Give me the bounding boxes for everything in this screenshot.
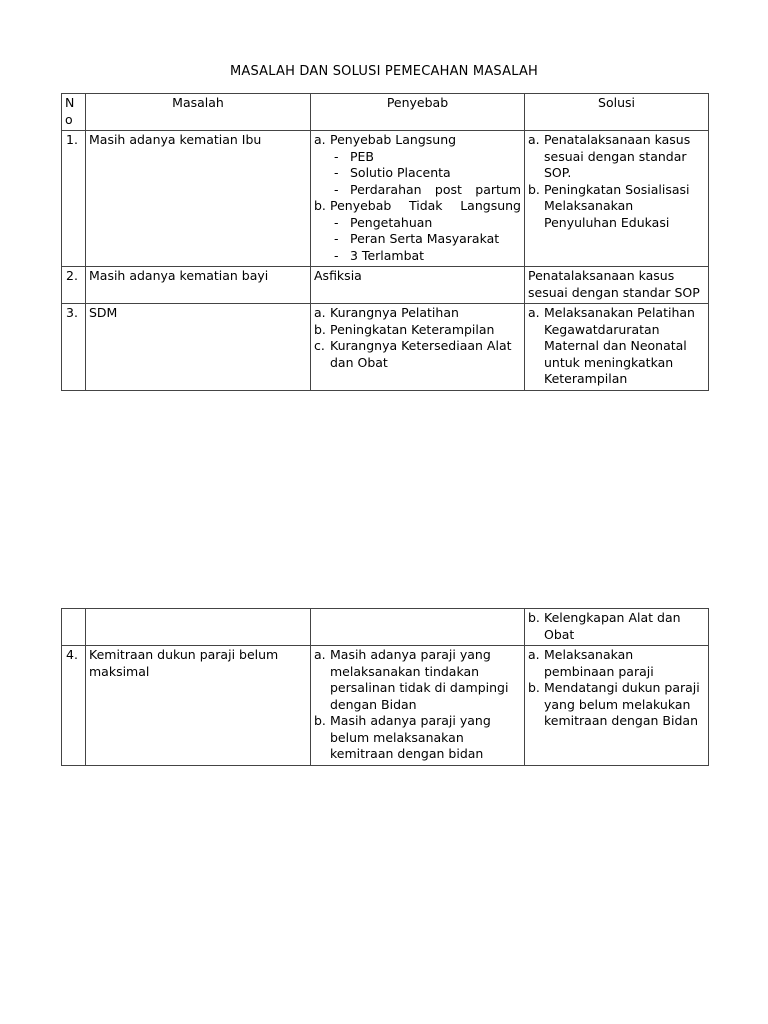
list-marker: b.: [528, 610, 540, 625]
list-item-text: Perdarahan post partum: [350, 181, 521, 197]
table-row-continuation: [62, 609, 709, 646]
row-masalah: Masih adanya kematian Ibu: [86, 131, 311, 267]
list-item: [314, 338, 521, 371]
problem-solution-table: [61, 93, 709, 391]
list-marker: b.: [528, 680, 540, 695]
dash-marker: -: [334, 181, 339, 197]
list-item: [528, 132, 705, 182]
list-item: [528, 680, 705, 730]
list-marker: a.: [314, 305, 326, 320]
list-marker: c.: [314, 338, 325, 353]
row-penyebab: [311, 646, 525, 766]
list-item-text: 3 Terlambat: [350, 247, 425, 263]
row-masalah: [86, 609, 311, 646]
cause-group-label: Penyebab Tidak Langsung: [330, 198, 521, 213]
list-item-text: Peningkatan Sosialisasi Melaksanakan Penyuluhan Edukasi: [544, 181, 690, 230]
dash-marker: -: [334, 214, 339, 230]
table-row: [62, 131, 709, 267]
row-masalah: Kemitraan dukun paraji belum maksimal: [86, 646, 311, 766]
table-row: [62, 304, 709, 391]
dash-marker: -: [334, 148, 339, 164]
list-marker: b.: [528, 181, 540, 197]
list-item: [334, 248, 521, 265]
list-marker: b.: [314, 198, 326, 213]
list-marker: a.: [314, 647, 326, 662]
list-item: [528, 610, 705, 643]
list-marker: b.: [314, 713, 326, 728]
row-penyebab: [311, 131, 525, 267]
row-penyebab: [311, 609, 525, 646]
list-marker: a.: [314, 132, 326, 147]
list-marker: b.: [314, 321, 326, 337]
list-item-text: Masih adanya paraji yang melaksanakan tindakan persalinan tidak di dampingi dengan Bidan: [330, 647, 509, 712]
sub-list: [314, 149, 521, 199]
list-marker: a.: [528, 305, 540, 320]
table-row: [62, 646, 709, 766]
list-item-text: Kelengkapan Alat dan Obat: [544, 610, 681, 642]
list-item: [334, 215, 521, 232]
header-penyebab: Penyebab: [311, 94, 525, 131]
row-masalah: SDM: [86, 304, 311, 391]
row-number: 3.: [62, 304, 86, 391]
list-item-text: Kurangnya Ketersediaan Alat dan Obat: [330, 338, 512, 370]
header-masalah: Masalah: [86, 94, 311, 131]
list-item-text: Pengetahuan: [350, 214, 433, 230]
list-item-text: Kurangnya Pelatihan: [330, 305, 459, 320]
list-item: [528, 182, 705, 232]
row-penyebab: Asfiksia: [311, 267, 525, 304]
dash-marker: -: [334, 231, 339, 246]
list-item-text: Mendatangi dukun paraji yang belum melakukan kemitraan dengan Bidan: [544, 680, 700, 728]
row-solusi: [525, 304, 709, 391]
row-solusi: Penatalaksanaan kasus sesuai dengan standar SOP: [525, 267, 709, 304]
list-item-text: PEB: [350, 148, 375, 164]
row-number: 1.: [62, 131, 86, 267]
list-item: [334, 149, 521, 166]
dash-marker: -: [334, 165, 339, 180]
row-solusi: [525, 609, 709, 646]
list-item: [528, 647, 705, 680]
list-marker: a.: [528, 132, 540, 147]
dash-marker: -: [334, 247, 339, 263]
row-penyebab: [311, 304, 525, 391]
list-item-text: Masih adanya paraji yang belum melaksanakan kemitraan dengan bidan: [330, 713, 491, 761]
sub-list: [314, 215, 521, 265]
list-item: [334, 231, 521, 248]
list-item: [314, 713, 521, 763]
list-item: [314, 647, 521, 713]
header-solusi: Solusi: [525, 94, 709, 131]
list-item-text: Solutio Placenta: [350, 165, 451, 180]
row-number: 2.: [62, 267, 86, 304]
row-solusi: [525, 646, 709, 766]
list-item-text: Melaksanakan pembinaan paraji: [544, 647, 654, 679]
row-masalah: Masih adanya kematian bayi: [86, 267, 311, 304]
list-item: [314, 322, 521, 339]
list-item-text: Peningkatan Keterampilan: [330, 321, 495, 337]
table-row: [62, 267, 709, 304]
cause-group-label: Penyebab Langsung: [330, 132, 457, 147]
list-item: [334, 182, 521, 199]
list-item-text: Melaksanakan Pelatihan Kegawatdaruratan Maternal dan Neonatal untuk meningkatkan Keterampilan: [544, 305, 695, 386]
row-solusi: [525, 131, 709, 267]
list-item: [334, 165, 521, 182]
list-item-text: Peran Serta Masyarakat: [350, 231, 500, 246]
list-item: [528, 305, 705, 388]
table-header-row: [62, 94, 709, 131]
document-title: MASALAH DAN SOLUSI PEMECAHAN MASALAH: [229, 64, 539, 79]
header-no: N o: [62, 94, 86, 131]
list-item: [314, 132, 521, 149]
list-marker: a.: [528, 647, 540, 662]
list-item: [314, 305, 521, 322]
list-item: [314, 198, 521, 215]
row-number: [62, 609, 86, 646]
row-number: 4.: [62, 646, 86, 766]
problem-solution-table-continued: [61, 608, 709, 766]
list-item-text: Penatalaksanaan kasus sesuai dengan standar SOP.: [544, 132, 691, 180]
